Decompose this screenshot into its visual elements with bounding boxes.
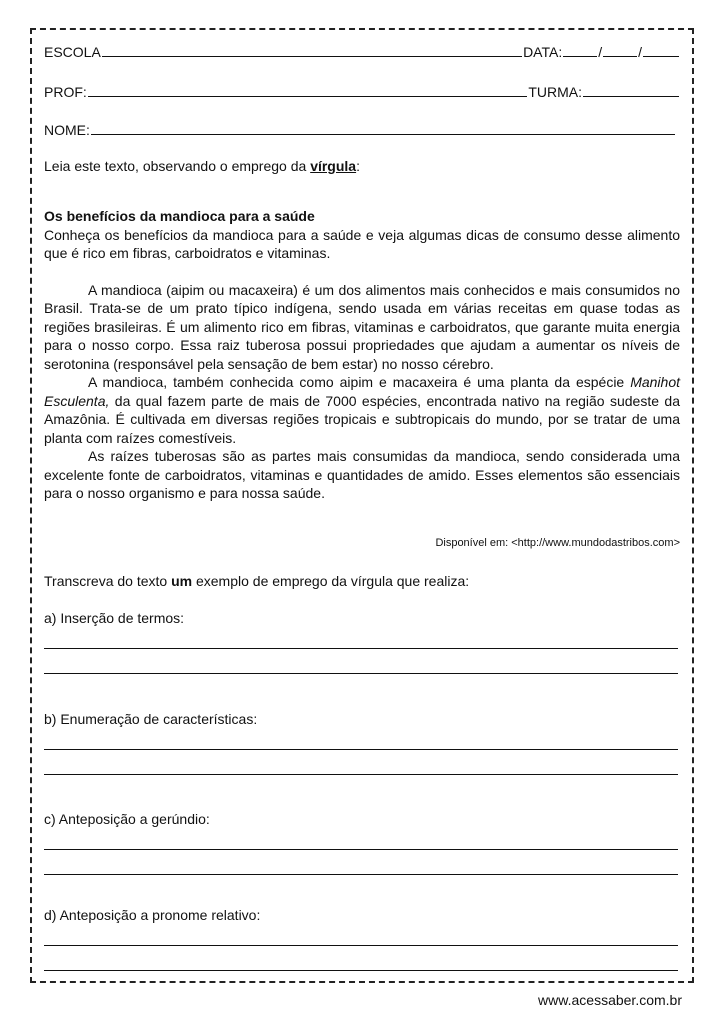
school-label: ESCOLA bbox=[44, 44, 101, 60]
answer-line-b2[interactable] bbox=[44, 774, 678, 775]
article-paragraph-1: A mandioca (aipim ou macaxeira) é um dos alimentos mais conhecidos e mais consumidos no Brasil. Trata-se de um prato típico indígena, sendo usada em várias receitas em quase todas as regiões brasileiras. É um alimento rico em fibras, vitaminas e carboidratos, que garante muita energia para o nosso corpo. Essa raiz tuberosa possui propriedades que ajudam a aumentar os níveis de serotonina (responsável pela sensação de bem estar) no nosso cérebro. bbox=[44, 281, 680, 372]
article bbox=[44, 207, 680, 503]
date-year-field[interactable] bbox=[643, 55, 679, 57]
article-paragraph-3: As raízes tuberosas são as partes mais consumidas da mandioca, sendo considerada uma excelente fonte de carboidratos, vitaminas e quantidades de amido. Esses elementos são essenciais para o nosso organismo e para nossa saúde. bbox=[44, 448, 680, 501]
class-field[interactable] bbox=[583, 95, 679, 97]
task-text-end: exemplo de emprego da vírgula que realiza: bbox=[192, 573, 470, 589]
p2-text-before: A mandioca, também conhecida como aipim e macaxeira é uma planta da espécie bbox=[88, 374, 631, 390]
prof-class-row bbox=[44, 80, 680, 100]
question-c-label: c) Anteposição a gerúndio: bbox=[44, 811, 210, 827]
instruction bbox=[44, 157, 680, 176]
school-field[interactable] bbox=[102, 55, 522, 57]
date-separator: / bbox=[638, 44, 642, 60]
date-month-field[interactable] bbox=[603, 55, 637, 57]
answer-line-a2[interactable] bbox=[44, 673, 678, 674]
footer-url[interactable]: www.acessaber.com.br bbox=[538, 992, 682, 1008]
answer-line-d2[interactable] bbox=[44, 970, 678, 971]
article-lead: Conheça os benefícios da mandioca para a saúde e veja algumas dicas de consumo desse alimento que é rico em fibras, carboidratos e vitaminas. bbox=[44, 226, 680, 261]
task-text: Transcreva do texto bbox=[44, 573, 172, 589]
prof-label: PROF: bbox=[44, 84, 87, 100]
answer-line-c2[interactable] bbox=[44, 874, 678, 875]
date-day-field[interactable] bbox=[563, 55, 597, 57]
article-source: Disponível em: <http://www.mundodastribos.com> bbox=[435, 537, 680, 549]
question-b-label: b) Enumeração de características: bbox=[44, 711, 258, 727]
name-field[interactable] bbox=[91, 133, 675, 135]
class-label: TURMA: bbox=[528, 84, 582, 100]
name-label: NOME: bbox=[44, 122, 90, 138]
question-a-label: a) Inserção de termos: bbox=[44, 610, 185, 626]
school-date-row bbox=[44, 40, 680, 60]
task-instruction bbox=[44, 572, 680, 591]
instruction-text: Leia este texto, observando o emprego da bbox=[44, 158, 311, 174]
answer-line-d1[interactable] bbox=[44, 945, 678, 946]
article-paragraph-2 bbox=[44, 373, 680, 447]
answer-line-c1[interactable] bbox=[44, 849, 678, 850]
question-d-label: d) Anteposição a pronome relativo: bbox=[44, 907, 261, 923]
p2-species-name: Manihot Esculenta, bbox=[44, 374, 680, 409]
prof-field[interactable] bbox=[88, 95, 528, 97]
date-separator: / bbox=[598, 44, 603, 60]
article-title: Os benefícios da mandioca para a saúde bbox=[44, 208, 315, 224]
date-label: DATA: bbox=[523, 44, 563, 60]
instruction-keyword: vírgula bbox=[310, 158, 357, 174]
p2-text-after: da qual fazem parte de mais de 7000 espécies, encontrada nativo na região sudeste da Amazônia. É cultivada em diversas regiões tropicais e subtropicais do mundo, por se tratar de uma planta com raízes comestíveis. bbox=[44, 392, 680, 446]
name-row bbox=[44, 118, 676, 138]
instruction-colon: : bbox=[356, 158, 360, 174]
answer-line-b1[interactable] bbox=[44, 749, 678, 750]
task-keyword: um bbox=[171, 573, 193, 589]
answer-line-a1[interactable] bbox=[44, 648, 678, 649]
